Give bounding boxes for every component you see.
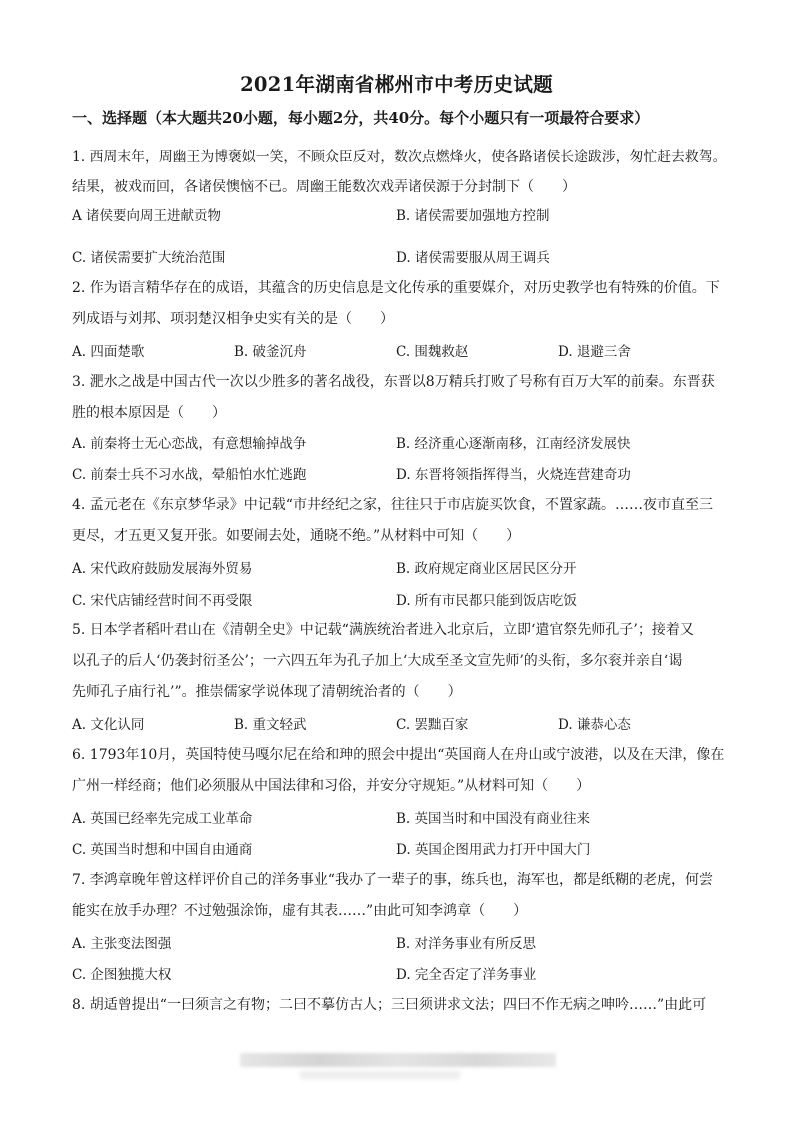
question-4-option-d: D. 所有市民都只能到饭店吃饭 [396, 593, 577, 609]
question-5-line-2: 以孔子的后人‘仍袭封衍圣公’；一六四五年为孔子加上‘大成至圣文宣先师’的头衔，多尔衮并亲自‘谒 [72, 653, 683, 669]
question-6-line-2: 广州一样经商；他们必须服从中国法律和习俗，并安分守规矩。”从材料可知（ ） [72, 778, 591, 794]
question-1-line-2: 结果，被戏而回，各诸侯懊恼不已。周幽王能数次戏弄诸侯源于分封制下（ ） [72, 179, 576, 195]
question-3-line-1: 3. 淝水之战是中国古代一次以少胜多的著名战役，东晋以8万精兵打败了号称有百万大军的前秦。东晋获 [72, 374, 715, 390]
question-2-line-2: 列成语与刘邦、项羽楚汉相争史实有关的是（ ） [72, 311, 394, 327]
question-1-line-1: 1. 西周末年，周幽王为博褒姒一笑，不顾众臣反对，数次点燃烽火，使各路诸侯长途跋涉，匆忙赶去救驾。 [72, 149, 727, 165]
question-1-option-c: C. 诸侯需要扩大统治范围 [72, 250, 226, 266]
blurred-watermark-2 [300, 1071, 460, 1079]
question-6-option-c: C. 英国当时想和中国自由通商 [72, 842, 253, 858]
question-5-option-c: C. 罢黜百家 [396, 717, 469, 733]
question-3-option-d: D. 东晋将领指挥得当，火烧连营建奇功 [396, 467, 631, 483]
question-5-option-b: B. 重文轻武 [234, 717, 307, 733]
question-2-option-a: A. 四面楚歌 [72, 344, 145, 360]
question-8-line-1: 8. 胡适曾提出“一曰须言之有物；二曰不摹仿古人；三曰须讲求文法；四曰不作无病之呻吟……”由此可 [72, 997, 707, 1013]
question-5-option-a: A. 文化认同 [72, 717, 145, 733]
question-3-line-2: 胜的根本原因是（ ） [72, 405, 226, 421]
question-7-option-c: C. 企图独揽大权 [72, 967, 172, 983]
question-4-option-c: C. 宋代店铺经营时间不再受限 [72, 593, 253, 609]
question-7-line-1: 7. 李鸿章晚年曾这样评价自己的洋务事业“我办了一辈子的事，练兵也，海军也，都是纸糊的老虎，何尝 [72, 872, 713, 888]
question-4-option-b: B. 政府规定商业区居民区分开 [396, 561, 577, 577]
question-1-option-a: A 诸侯要向周王进献贡物 [72, 208, 222, 224]
page-title: 2021年湖南省郴州市中考历史试题 [240, 73, 553, 96]
question-6-option-b: B. 英国当时和中国没有商业往来 [396, 811, 591, 827]
question-2-option-b: B. 破釜沉舟 [234, 344, 307, 360]
question-4-line-2: 更尽，才五更又复开张。如要闹去处，通晓不绝。”从材料中可知（ ） [72, 528, 521, 544]
question-7-option-d: D. 完全否定了洋务事业 [396, 967, 537, 983]
question-6-line-1: 6. 1793年10月，英国特使马嘎尔尼在给和珅的照会中提出“英国商人在舟山或宁波港，以及在天津，像在 [72, 747, 725, 763]
question-1-option-d: D. 诸侯需要服从周王调兵 [396, 250, 550, 266]
question-6-option-a: A. 英国已经率先完成工业革命 [72, 811, 253, 827]
question-2-option-c: C. 围魏救赵 [396, 344, 469, 360]
question-5-line-3: 先师孔子庙行礼’”。推崇儒家学说体现了清朝统治者的（ ） [72, 684, 462, 700]
question-4-line-1: 4. 孟元老在《东京梦华录》中记载“市井经纪之家，往往只于市店旋买饮食，不置家蔬。……夜市直至三 [72, 497, 713, 513]
question-3-option-b: B. 经济重心逐渐南移，江南经济发展快 [396, 436, 631, 452]
question-2-line-1: 2. 作为语言精华存在的成语，其蕴含的历史信息是文化传承的重要媒介，对历史教学也有特殊的价值。下 [72, 280, 720, 296]
question-1-option-b: B. 诸侯需要加强地方控制 [396, 208, 550, 224]
section-heading: 一、选择题（本大题共20小题，每小题2分，共40分。每个小题只有一项最符合要求） [72, 109, 650, 127]
question-5-option-d: D. 谦恭心态 [558, 717, 631, 733]
question-3-option-c: C. 前秦士兵不习水战，晕船怕水忙逃跑 [72, 467, 307, 483]
blurred-watermark [240, 1053, 556, 1067]
question-7-option-a: A. 主张变法图强 [72, 936, 172, 952]
question-5-line-1: 5. 日本学者稻叶君山在《清朝全史》中记载“满族统治者进入北京后，立即‘遣官祭先师孔子’；接着又 [72, 622, 694, 638]
question-7-line-2: 能实在放手办理？不过勉强涂饰，虚有其表……”由此可知李鸿章（ ） [72, 903, 528, 919]
question-6-option-d: D. 英国企图用武力打开中国大门 [396, 842, 591, 858]
question-2-option-d: D. 退避三舍 [558, 344, 631, 360]
question-4-option-a: A. 宋代政府鼓励发展海外贸易 [72, 561, 253, 577]
question-3-option-a: A. 前秦将士无心恋战，有意想输掉战争 [72, 436, 307, 452]
question-7-option-b: B. 对洋务事业有所反思 [396, 936, 537, 952]
